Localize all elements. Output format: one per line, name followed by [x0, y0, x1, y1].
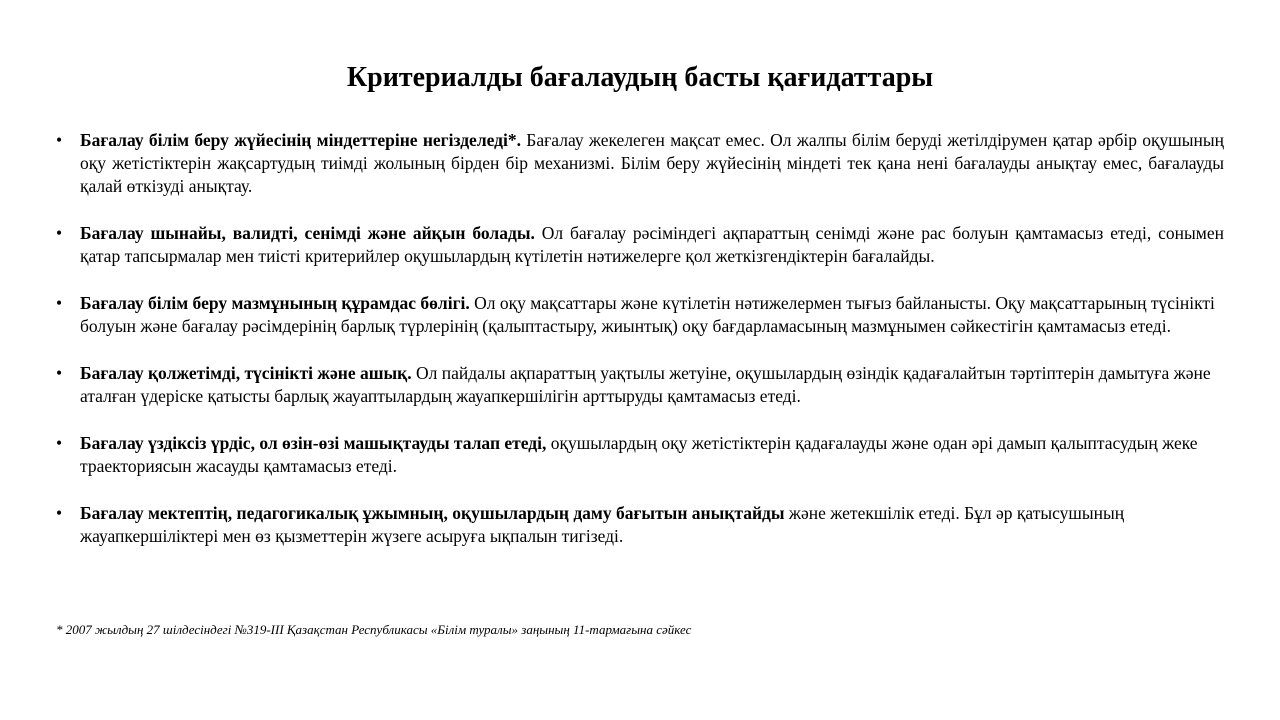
- principle-text-2: Ол бағалау рәсіміндегі ақпараттың сенімді және рас болуын қамтамасыз етеді, сонымен қатар тапсырмалар мен тиісті критерийлер оқушылардың күтілетін нәтижелерге қол жеткізгендіктерін бағалайды.: [80, 223, 1224, 266]
- principle-item-6: [56, 502, 1224, 548]
- principle-heading-2: Бағалау шынайы, валидті, сенімді және айқын болады.: [80, 223, 535, 243]
- bullet-dot-icon: •: [56, 363, 63, 383]
- principle-heading-3: Бағалау білім беру мазмұнының құрамдас бөлігі.: [80, 293, 470, 313]
- principle-text-4: Ол пайдалы ақпараттың уақтылы жетуіне, оқушылардың өзіндік қадағалайтын тәртіптерін дамытуға және аталған үдеріске қатысты барлық жауаптылардың жауапкершілігін арттыруды қамтамасыз етеді.: [80, 363, 1211, 406]
- bullet-dot-icon: •: [56, 503, 63, 523]
- bullet-dot-icon: •: [56, 293, 63, 313]
- principle-heading-1: Бағалау білім беру жүйесінің міндеттеріне негізделеді*.: [80, 130, 522, 150]
- principle-heading-4: Бағалау қолжетімді, түсінікті және ашық.: [80, 363, 412, 383]
- bullet-dot-icon: •: [56, 433, 63, 453]
- principle-heading-5: Бағалау үздіксіз үрдіс, ол өзін-өзі машықтауды талап етеді,: [80, 433, 547, 453]
- principle-item-4: [56, 362, 1224, 408]
- principle-item-2: [56, 222, 1224, 268]
- principle-text-1: Бағалау жекелеген мақсат емес. Ол жалпы білім беруді жетілдірумен қатар әрбір оқушының оқу жетістіктерін жақсартудың тиімді жолының бірден бір механизмі. Білім беру жүйесінің міндеті тек қана нені бағалауды анықтау емес, бағалауды қалай өткізуді анықтау.: [80, 130, 1224, 196]
- principle-text-5: оқушылардың оқу жетістіктерін қадағалауды және одан әрі дамып қалыптасудың жеке траекториясын жасауды қамтамасыз етеді.: [80, 433, 1198, 476]
- principle-text-3: Ол оқу мақсаттары және күтілетін нәтижелермен тығыз байланысты. Оқу мақсаттарының түсінікті болуын және бағалау рәсімдерінің барлық түрлерінің (қалыптастыру, жиынтық) оқу бағдарламасының мазмұнымен сәйкестігін қамтамасыз етеді.: [80, 293, 1215, 336]
- principles-list: [56, 129, 1224, 572]
- principle-item-3: [56, 292, 1224, 338]
- principle-heading-6: Бағалау мектептің, педагогикалық ұжымның, оқушылардың даму бағытын анықтайды: [80, 503, 785, 523]
- footnote: * 2007 жылдың 27 шілдесіндегі №319-ІІІ Қазақстан Республикасы «Білім туралы» заңының 11-тармағына сәйкес: [56, 622, 692, 637]
- slide-title: Критериалды бағалаудың басты қағидаттары: [346, 62, 934, 93]
- bullet-dot-icon: •: [56, 130, 63, 150]
- principle-item-5: [56, 432, 1224, 478]
- principle-text-6: және жетекшілік етеді. Бұл әр қатысушының жауапкершіліктері мен өз қызметтерін жүзеге асыруға ықпалын тигізеді.: [80, 503, 1125, 546]
- bullet-dot-icon: •: [56, 223, 63, 243]
- principle-item-1: [56, 129, 1224, 198]
